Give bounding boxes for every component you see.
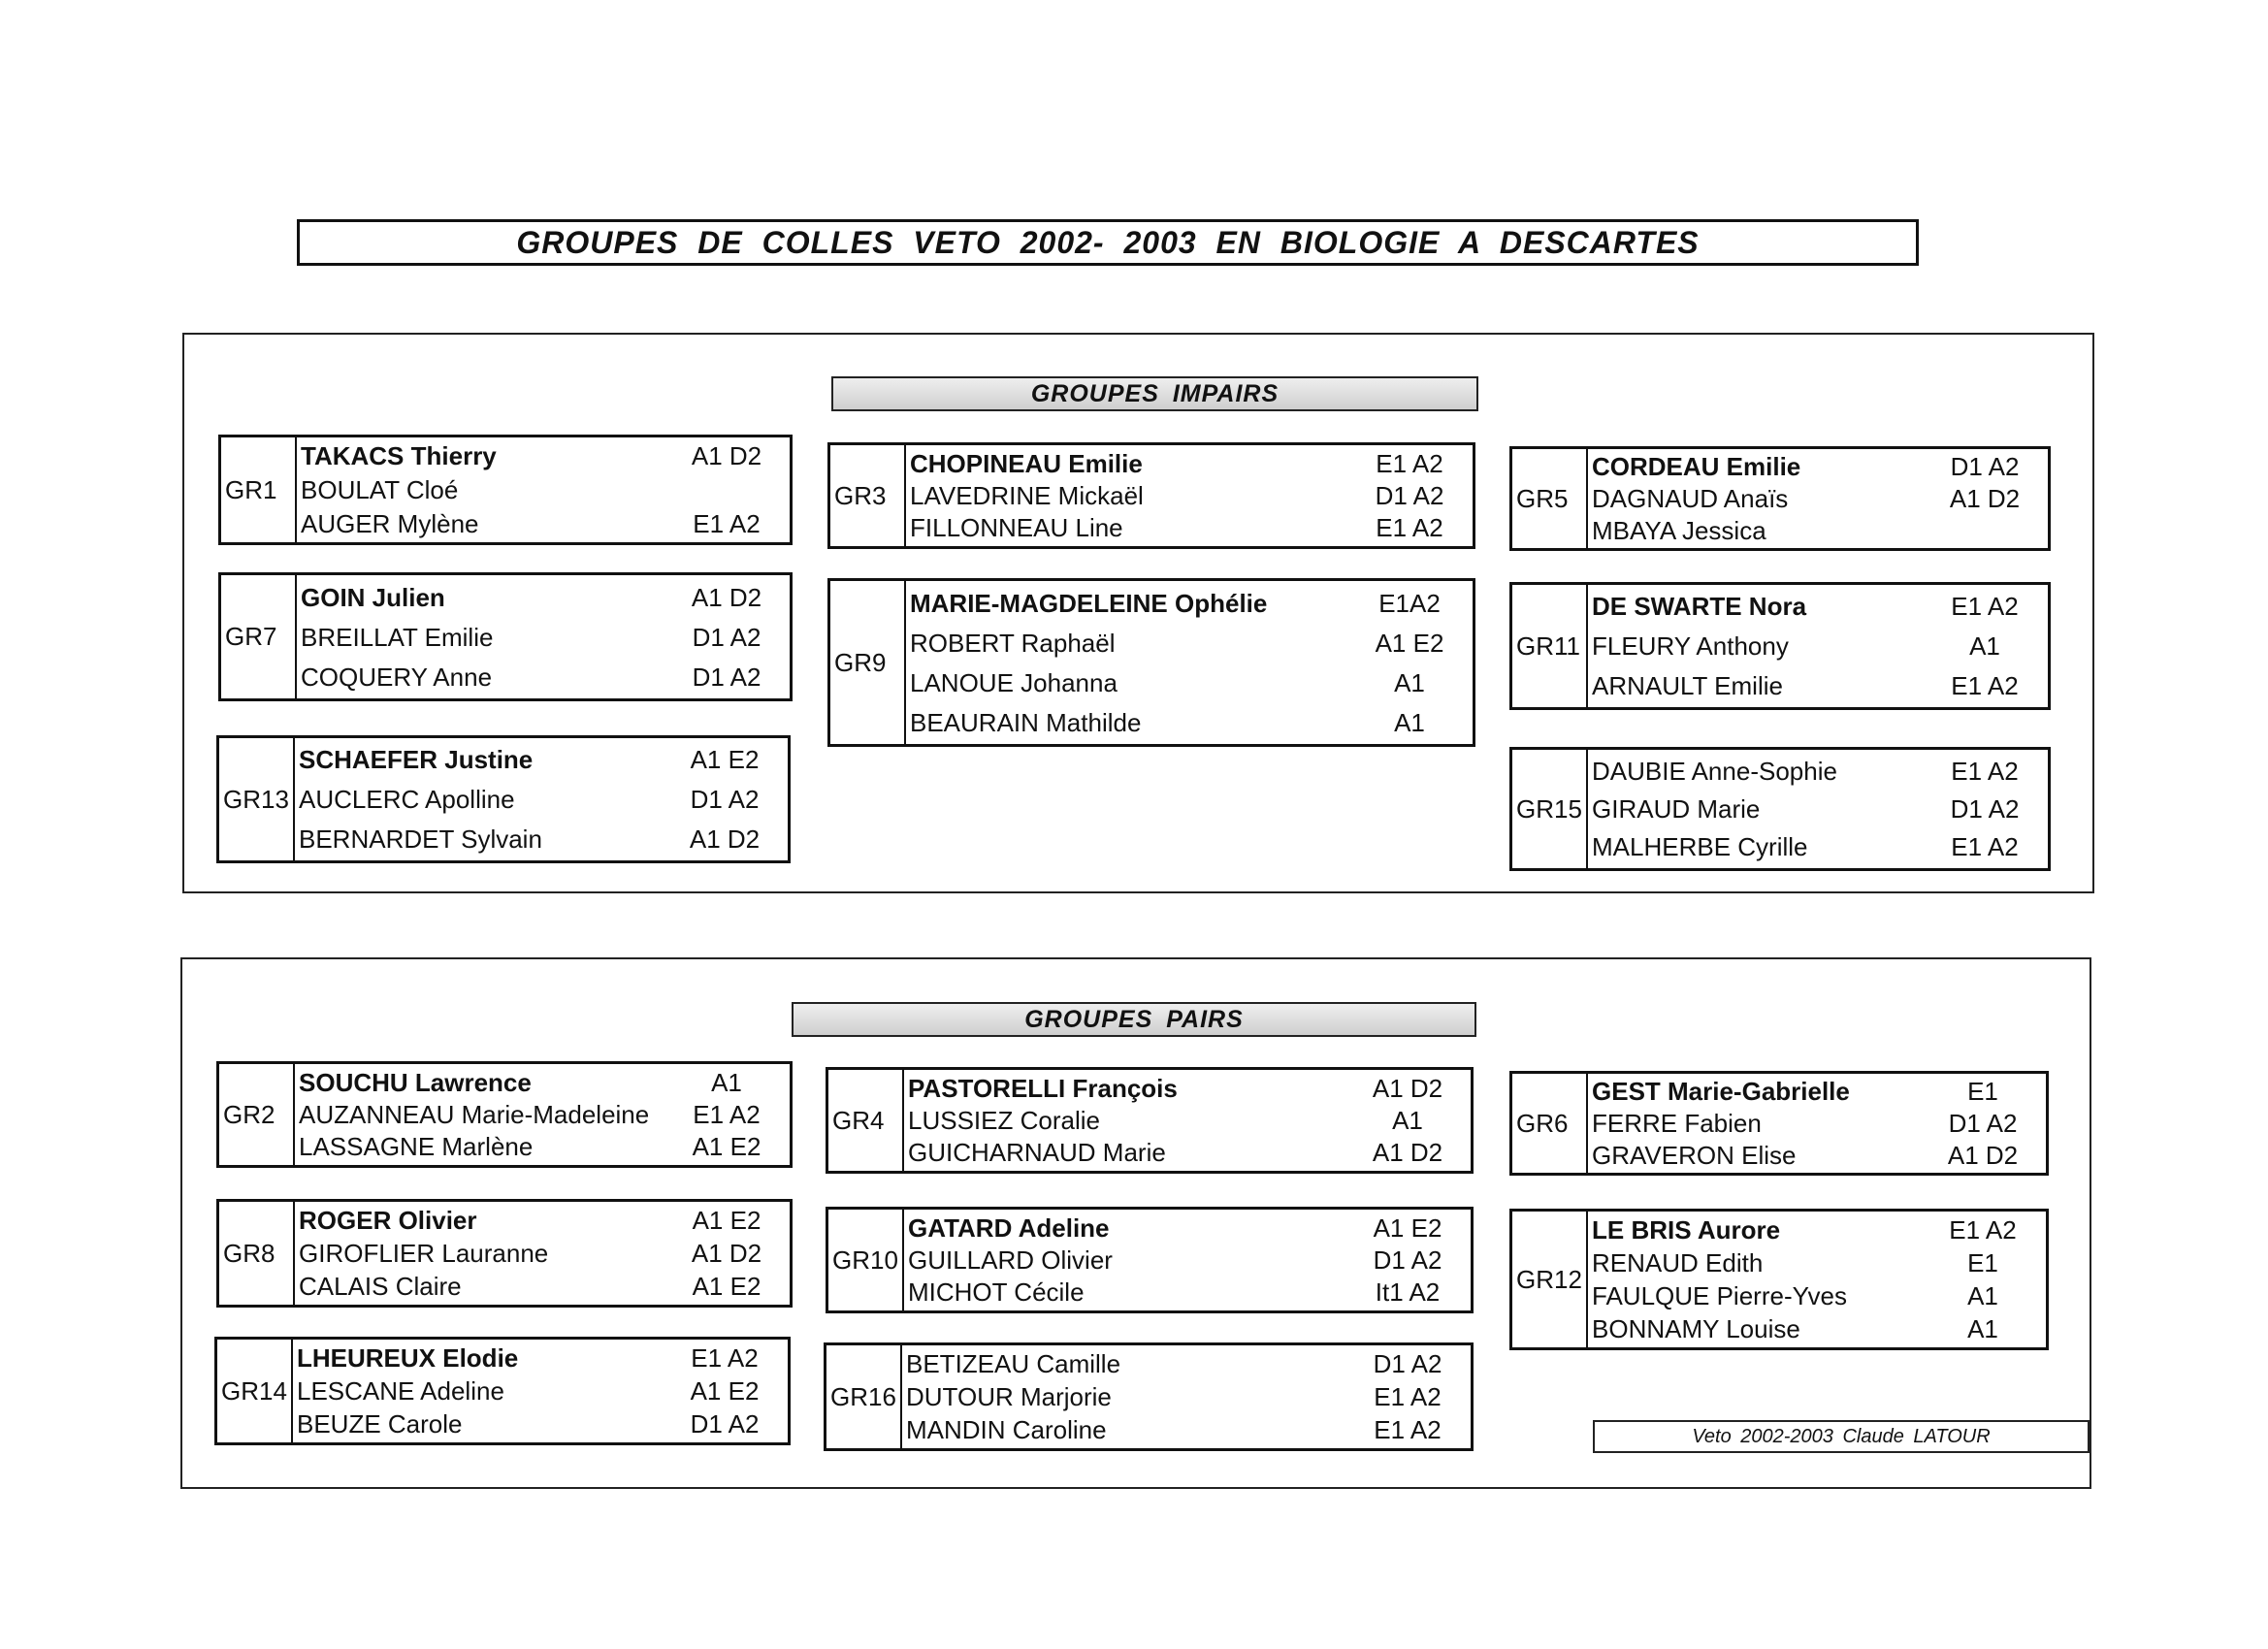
member-name: LHEUREUX Elodie (297, 1343, 519, 1373)
member-row (297, 1375, 788, 1406)
member-code: E1 A2 (1376, 513, 1443, 543)
member-name: FLEURY Anthony (1592, 630, 1789, 661)
member-row (299, 1099, 790, 1130)
member-name: DAGNAUD Anaïs (1592, 483, 1789, 513)
group-box (827, 578, 1475, 747)
member-code: A1 D2 (1372, 1138, 1443, 1168)
member-row (1592, 670, 2048, 701)
member-code: D1 A2 (690, 784, 760, 814)
member-code: A1 (1967, 1281, 1998, 1310)
group-box (216, 735, 791, 863)
member-name: RENAUD Edith (1592, 1248, 1764, 1277)
member-name: MICHOT Cécile (908, 1277, 1085, 1308)
group-box (216, 1061, 793, 1168)
group-box (1509, 1209, 2049, 1350)
member-name: GIROFLIER Lauranne (299, 1239, 549, 1268)
member-row (910, 448, 1473, 479)
member-name: BEAURAIN Mathilde (910, 707, 1142, 737)
member-row (299, 1067, 790, 1098)
member-row (1592, 483, 2048, 514)
member-name: LE BRIS Aurore (1592, 1215, 1781, 1245)
member-name: CHOPINEAU Emilie (910, 448, 1143, 478)
member-list (293, 1340, 788, 1442)
member-code: E1 A2 (1374, 1382, 1442, 1411)
group-label: GR4 (828, 1070, 904, 1171)
member-row (910, 707, 1473, 738)
member-code: E1 A2 (693, 508, 761, 538)
member-row (1592, 1076, 2046, 1107)
member-code: E1 A2 (693, 1099, 761, 1129)
group-box (827, 442, 1475, 549)
member-name: DAUBIE Anne-Sophie (1592, 756, 1837, 786)
member-row (908, 1137, 1471, 1168)
group-label: GR8 (219, 1202, 295, 1305)
member-list (904, 1210, 1471, 1310)
member-row (1592, 756, 2048, 787)
member-code: A1 E2 (690, 745, 760, 775)
member-name: AUZANNEAU Marie-Madeleine (299, 1099, 650, 1129)
group-label: GR15 (1512, 750, 1588, 868)
group-box (214, 1337, 791, 1445)
member-list (904, 1070, 1471, 1171)
member-list (1588, 585, 2048, 707)
member-code: E1 A2 (1951, 756, 2019, 786)
member-code: A1 D2 (1949, 483, 2021, 513)
group-box (826, 1067, 1474, 1174)
section-header-impairs: GROUPES IMPAIRS (831, 376, 1478, 411)
member-code: A1 D2 (689, 824, 761, 854)
member-code: E1 A2 (1951, 832, 2019, 862)
group-label: GR2 (219, 1064, 295, 1165)
member-code: A1 D2 (1372, 1073, 1443, 1103)
member-code: A1 (1394, 707, 1425, 737)
member-list (297, 575, 790, 698)
member-name: FERRE Fabien (1592, 1108, 1762, 1138)
member-row (1592, 515, 2048, 546)
member-row (301, 582, 790, 613)
member-list (1588, 1074, 2046, 1173)
group-box (218, 435, 793, 545)
member-row (1592, 1108, 2046, 1139)
member-name: BONNAMY Louise (1592, 1314, 1800, 1343)
member-name: GIRAUD Marie (1592, 793, 1761, 824)
member-row (1592, 591, 2048, 622)
member-code: A1 D2 (691, 582, 762, 612)
member-row (910, 480, 1473, 511)
member-code: It1 A2 (1375, 1277, 1441, 1308)
member-name: MBAYA Jessica (1592, 515, 1766, 545)
member-code: A1 (1967, 1314, 1998, 1343)
member-code: E1 A2 (1376, 448, 1443, 478)
member-name: LASSAGNE Marlène (299, 1132, 534, 1162)
member-list (295, 738, 788, 860)
member-name: MALHERBE Cyrille (1592, 832, 1808, 862)
member-name: GUILLARD Olivier (908, 1245, 1113, 1275)
member-code: E1 A2 (1951, 670, 2019, 700)
group-label: GR1 (221, 437, 297, 542)
group-box (1509, 446, 2051, 551)
member-name: BREILLAT Emilie (301, 622, 494, 652)
member-name: PASTORELLI François (908, 1073, 1178, 1103)
credit-box: Veto 2002-2003 Claude LATOUR (1593, 1420, 2090, 1453)
member-code: A1 E2 (692, 1272, 761, 1301)
member-name: CORDEAU Emilie (1592, 452, 1801, 482)
group-label: GR5 (1512, 449, 1588, 548)
group-label: GR13 (219, 738, 295, 860)
member-name: BOULAT Cloé (301, 474, 459, 504)
group-label: GR6 (1512, 1074, 1588, 1173)
member-row (910, 667, 1473, 698)
member-code: A1 (1392, 1105, 1423, 1135)
member-code: E1 A2 (1374, 1415, 1442, 1444)
member-code: D1 A2 (692, 622, 761, 652)
member-list (297, 437, 790, 542)
member-code: E1 (1967, 1248, 1998, 1277)
member-name: GATARD Adeline (908, 1212, 1110, 1243)
member-name: LAVEDRINE Mickaël (910, 480, 1144, 510)
member-row (908, 1105, 1471, 1136)
group-label: GR14 (217, 1340, 293, 1442)
member-code: D1 A2 (1373, 1349, 1442, 1378)
member-code: A1 E2 (1375, 628, 1444, 658)
group-label: GR16 (826, 1345, 902, 1448)
member-row (906, 1348, 1471, 1379)
member-row (1592, 451, 2048, 482)
member-name: ROGER Olivier (299, 1206, 477, 1235)
group-box (826, 1207, 1474, 1313)
member-list (906, 581, 1473, 744)
member-name: SOUCHU Lawrence (299, 1067, 532, 1097)
member-name: DE SWARTE Nora (1592, 592, 1807, 622)
group-box (824, 1342, 1474, 1451)
member-list (906, 445, 1473, 546)
member-name: GEST Marie-Gabrielle (1592, 1077, 1850, 1107)
group-box (216, 1199, 793, 1308)
member-name: GRAVERON Elise (1592, 1140, 1797, 1170)
member-name: BETIZEAU Camille (906, 1349, 1121, 1378)
group-box (1509, 747, 2051, 871)
member-name: LESCANE Adeline (297, 1376, 504, 1406)
member-code: A1 (1394, 667, 1425, 697)
member-row (301, 474, 790, 505)
member-code: A1 E2 (692, 1132, 761, 1162)
member-row (908, 1277, 1471, 1308)
member-name: BEUZE Carole (297, 1409, 463, 1439)
member-name: COQUERY Anne (301, 662, 493, 692)
member-code: E1 A2 (691, 1343, 759, 1373)
member-name: CALAIS Claire (299, 1272, 462, 1301)
group-label: GR10 (828, 1210, 904, 1310)
member-row (299, 1271, 790, 1302)
member-row (1592, 1247, 2046, 1278)
member-code: E1 A2 (1951, 592, 2019, 622)
member-row (299, 824, 788, 855)
member-row (910, 588, 1473, 619)
member-name: ROBERT Raphaël (910, 628, 1116, 658)
member-code: A1 E2 (1373, 1212, 1442, 1243)
member-name: AUCLERC Apolline (299, 784, 515, 814)
member-row (906, 1381, 1471, 1412)
page-title: GROUPES DE COLLES VETO 2002- 2003 EN BIOLOGIE A DESCARTES (297, 219, 1919, 266)
member-name: FILLONNEAU Line (910, 513, 1123, 543)
member-row (1592, 831, 2048, 862)
member-code: A1 D2 (1947, 1140, 2019, 1170)
member-row (297, 1342, 788, 1374)
member-name: LANOUE Johanna (910, 667, 1118, 697)
member-code: D1 A2 (1950, 793, 2020, 824)
member-row (299, 1131, 790, 1162)
member-name: SCHAEFER Justine (299, 745, 534, 775)
group-label: GR7 (221, 575, 297, 698)
member-row (297, 1408, 788, 1439)
group-label: GR9 (830, 581, 906, 744)
member-list (902, 1345, 1471, 1448)
member-row (301, 440, 790, 471)
member-name: LUSSIEZ Coralie (908, 1105, 1100, 1135)
member-list (1588, 1212, 2046, 1347)
member-list (295, 1202, 790, 1305)
member-row (1592, 1280, 2046, 1311)
member-row (1592, 630, 2048, 662)
member-name: GOIN Julien (301, 582, 445, 612)
member-name: ARNAULT Emilie (1592, 670, 1783, 700)
member-code: E1 (1967, 1077, 1998, 1107)
member-row (910, 512, 1473, 543)
group-label: GR11 (1512, 585, 1588, 707)
section-header-pairs: GROUPES PAIRS (792, 1002, 1476, 1037)
member-row (910, 628, 1473, 659)
member-name: GUICHARNAUD Marie (908, 1138, 1166, 1168)
member-row (1592, 793, 2048, 824)
member-row (908, 1073, 1471, 1104)
member-row (906, 1414, 1471, 1445)
member-name: DUTOUR Marjorie (906, 1382, 1112, 1411)
member-row (1592, 1214, 2046, 1245)
member-row (1592, 1140, 2046, 1171)
member-name: MARIE-MAGDELEINE Ophélie (910, 588, 1268, 618)
group-box (218, 572, 793, 701)
member-row (299, 1205, 790, 1236)
member-row (908, 1245, 1471, 1276)
member-row (301, 662, 790, 693)
member-code: D1 A2 (1948, 1108, 2018, 1138)
member-row (299, 1238, 790, 1269)
member-code: A1 (1969, 630, 2000, 661)
member-code: D1 A2 (690, 1409, 760, 1439)
member-row (299, 744, 788, 775)
member-name: FAULQUE Pierre-Yves (1592, 1281, 1847, 1310)
member-row (301, 622, 790, 653)
member-row (299, 784, 788, 815)
member-code: A1 D2 (691, 1239, 762, 1268)
member-code: A1 E2 (690, 1376, 760, 1406)
member-name: TAKACS Thierry (301, 441, 497, 471)
group-label: GR3 (830, 445, 906, 546)
member-code: D1 A2 (1375, 480, 1444, 510)
member-list (1588, 750, 2048, 868)
member-code: D1 A2 (692, 662, 761, 692)
member-code: D1 A2 (1950, 452, 2020, 482)
group-label: GR12 (1512, 1212, 1588, 1347)
member-row (301, 508, 790, 539)
member-code: A1 (711, 1067, 742, 1097)
member-name: BERNARDET Sylvain (299, 824, 542, 854)
member-code: A1 D2 (691, 441, 762, 471)
member-code: D1 A2 (1373, 1245, 1442, 1275)
group-box (1509, 1071, 2049, 1176)
member-name: AUGER Mylène (301, 508, 479, 538)
member-code: A1 E2 (692, 1206, 761, 1235)
member-name: MANDIN Caroline (906, 1415, 1107, 1444)
group-box (1509, 582, 2051, 710)
member-list (295, 1064, 790, 1165)
member-row (908, 1212, 1471, 1244)
member-code: E1A2 (1378, 588, 1441, 618)
member-row (1592, 1313, 2046, 1344)
member-list (1588, 449, 2048, 548)
member-code: E1 A2 (1949, 1215, 2017, 1245)
